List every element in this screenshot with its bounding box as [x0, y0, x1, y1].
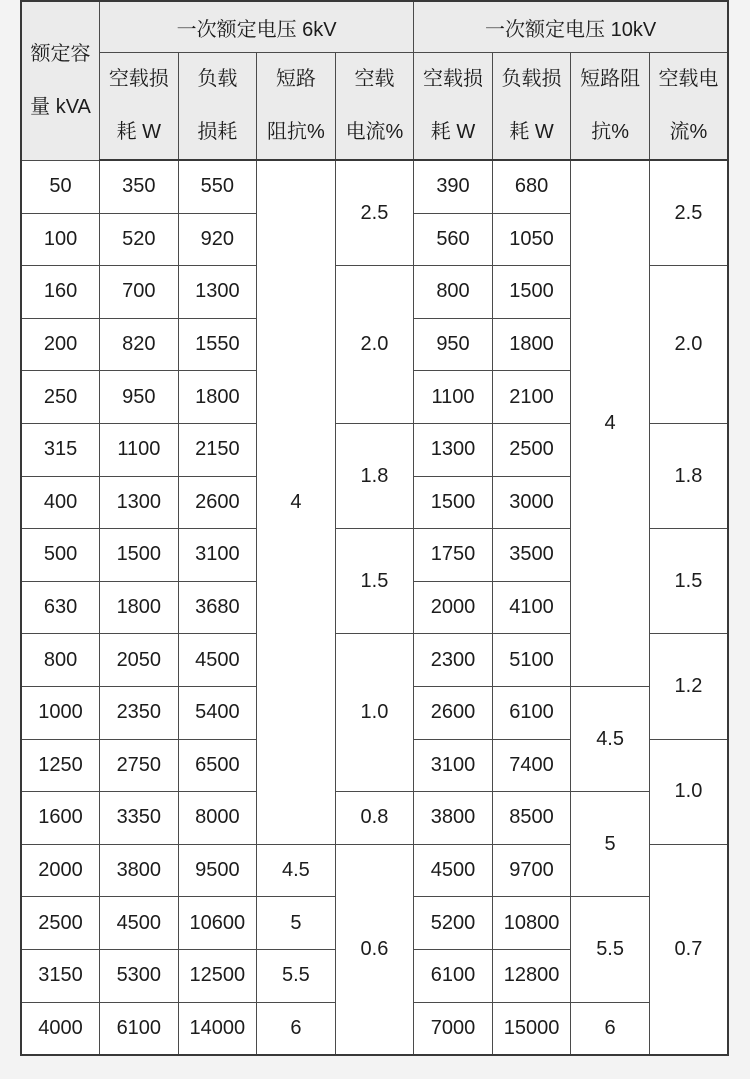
cell-kv6-noload-current: 2.5	[335, 160, 414, 266]
cell-capacity: 2000	[21, 844, 100, 897]
cell-kv6-noload-loss: 2350	[100, 686, 179, 739]
cell-kv6-load-loss: 2150	[178, 423, 257, 476]
header-line: 负载损	[501, 68, 562, 90]
header-kv10-noload-current	[649, 53, 728, 161]
cell-kv6-load-loss: 550	[178, 160, 257, 213]
cell-kv10-load-loss: 1050	[492, 213, 571, 266]
cell-kv10-load-loss: 8500	[492, 792, 571, 845]
table-row	[21, 792, 728, 845]
header-line: 空载损	[423, 68, 483, 90]
cell-kv10-noload-loss: 2000	[414, 581, 493, 634]
cell-capacity: 500	[21, 529, 100, 582]
header-line: 空载损	[108, 68, 169, 90]
cell-kv6-impedance: 4	[257, 160, 336, 844]
cell-kv6-noload-loss: 820	[100, 318, 179, 371]
cell-capacity: 3150	[21, 949, 100, 1002]
cell-capacity: 2500	[21, 897, 100, 950]
cell-kv10-load-loss: 3000	[492, 476, 571, 529]
table-row	[21, 160, 728, 213]
header-line: 耗 W	[116, 121, 162, 143]
cell-kv10-load-loss: 15000	[492, 1002, 571, 1055]
header-line: 空载电	[658, 68, 719, 90]
cell-kv6-load-loss: 3100	[178, 529, 257, 582]
header-line: 负载	[197, 68, 238, 90]
cell-kv6-noload-loss: 5300	[100, 949, 179, 1002]
cell-kv6-load-loss: 3680	[178, 581, 257, 634]
cell-kv6-noload-current: 0.8	[335, 792, 414, 845]
header-line: 短路阻	[580, 68, 641, 90]
cell-capacity: 315	[21, 423, 100, 476]
header-kv10-load-loss	[492, 53, 571, 161]
cell-kv10-noload-loss: 3100	[414, 739, 493, 792]
cell-capacity: 100	[21, 213, 100, 266]
cell-capacity: 250	[21, 371, 100, 424]
cell-kv10-load-loss: 2100	[492, 371, 571, 424]
cell-kv10-load-loss: 7400	[492, 739, 571, 792]
header-kv6-noload-current	[335, 53, 414, 161]
cell-kv10-impedance: 4	[571, 160, 650, 686]
cell-capacity: 160	[21, 266, 100, 319]
cell-kv6-impedance: 4.5	[257, 844, 336, 897]
cell-kv10-noload-loss: 560	[414, 213, 493, 266]
cell-kv6-load-loss: 14000	[178, 1002, 257, 1055]
cell-capacity: 50	[21, 160, 100, 213]
cell-capacity: 630	[21, 581, 100, 634]
cell-kv10-noload-loss: 1300	[414, 423, 493, 476]
cell-kv10-noload-loss: 6100	[414, 949, 493, 1002]
header-line: 空载	[354, 68, 395, 90]
cell-kv6-noload-loss: 350	[100, 160, 179, 213]
cell-kv6-load-loss: 6500	[178, 739, 257, 792]
cell-kv10-noload-loss: 1500	[414, 476, 493, 529]
transformer-spec-table	[20, 0, 729, 1056]
cell-kv6-load-loss: 1300	[178, 266, 257, 319]
cell-kv10-load-loss: 5100	[492, 634, 571, 687]
header-capacity-line1: 额定容	[30, 42, 91, 65]
cell-kv6-noload-current: 1.0	[335, 634, 414, 792]
cell-kv6-noload-loss: 2750	[100, 739, 179, 792]
cell-kv6-load-loss: 1550	[178, 318, 257, 371]
cell-kv10-noload-current: 1.5	[649, 529, 728, 634]
cell-kv6-noload-loss: 1300	[100, 476, 179, 529]
cell-kv6-load-loss: 920	[178, 213, 257, 266]
cell-kv6-noload-loss: 1800	[100, 581, 179, 634]
cell-kv10-noload-current: 1.2	[649, 634, 728, 739]
cell-capacity: 1600	[21, 792, 100, 845]
header-group-row	[21, 1, 728, 53]
cell-kv10-noload-loss: 1750	[414, 529, 493, 582]
cell-kv6-noload-loss: 6100	[100, 1002, 179, 1055]
cell-kv6-noload-loss: 3350	[100, 792, 179, 845]
cell-kv6-impedance: 6	[257, 1002, 336, 1055]
cell-kv10-noload-loss: 2300	[414, 634, 493, 687]
cell-kv6-impedance: 5.5	[257, 949, 336, 1002]
cell-kv10-noload-current: 0.7	[649, 844, 728, 1055]
cell-kv10-load-loss: 6100	[492, 686, 571, 739]
cell-kv6-noload-loss: 1100	[100, 423, 179, 476]
cell-kv10-load-loss: 10800	[492, 897, 571, 950]
header-kv10-noload-loss	[414, 53, 493, 161]
cell-kv10-noload-loss: 3800	[414, 792, 493, 845]
header-line: 抗%	[591, 121, 629, 143]
cell-kv10-impedance: 4.5	[571, 686, 650, 791]
header-kv10-impedance	[571, 53, 650, 161]
cell-capacity: 200	[21, 318, 100, 371]
cell-kv10-noload-loss: 800	[414, 266, 493, 319]
header-line: 耗 W	[509, 121, 554, 143]
cell-kv10-impedance: 5	[571, 792, 650, 897]
cell-kv6-load-loss: 1800	[178, 371, 257, 424]
cell-kv6-load-loss: 10600	[178, 897, 257, 950]
cell-kv10-noload-current: 2.0	[649, 266, 728, 424]
header-group-10kv: 一次额定电压 10kV	[414, 1, 728, 53]
cell-kv6-noload-loss: 700	[100, 266, 179, 319]
cell-kv10-load-loss: 1500	[492, 266, 571, 319]
cell-kv10-load-loss: 9700	[492, 844, 571, 897]
cell-kv6-noload-current: 1.8	[335, 423, 414, 528]
header-line: 耗 W	[430, 121, 476, 143]
cell-kv10-noload-loss: 1100	[414, 371, 493, 424]
cell-kv6-noload-current: 2.0	[335, 266, 414, 424]
cell-kv10-load-loss: 680	[492, 160, 571, 213]
cell-kv6-noload-loss: 3800	[100, 844, 179, 897]
cell-capacity: 400	[21, 476, 100, 529]
cell-kv6-load-loss: 4500	[178, 634, 257, 687]
cell-kv6-load-loss: 9500	[178, 844, 257, 897]
cell-kv6-noload-loss: 1500	[100, 529, 179, 582]
cell-kv10-noload-loss: 950	[414, 318, 493, 371]
cell-kv10-noload-loss: 7000	[414, 1002, 493, 1055]
cell-capacity: 4000	[21, 1002, 100, 1055]
cell-kv6-load-loss: 5400	[178, 686, 257, 739]
header-capacity-line2: 量 kVA	[30, 95, 91, 118]
header-kv6-load-loss	[178, 53, 257, 161]
cell-kv6-noload-loss: 4500	[100, 897, 179, 950]
cell-kv6-noload-loss: 2050	[100, 634, 179, 687]
cell-kv10-noload-current: 1.0	[649, 739, 728, 844]
cell-kv6-load-loss: 12500	[178, 949, 257, 1002]
cell-kv6-noload-current: 1.5	[335, 529, 414, 634]
cell-capacity: 800	[21, 634, 100, 687]
cell-kv10-impedance: 5.5	[571, 897, 650, 1002]
cell-capacity: 1250	[21, 739, 100, 792]
header-sub-row	[21, 53, 728, 161]
cell-kv10-load-loss: 1800	[492, 318, 571, 371]
cell-kv10-noload-loss: 390	[414, 160, 493, 213]
header-line: 短路	[275, 68, 316, 90]
cell-kv10-noload-current: 1.8	[649, 423, 728, 528]
header-kv6-impedance	[257, 53, 336, 161]
cell-kv6-load-loss: 2600	[178, 476, 257, 529]
header-line: 流%	[669, 121, 708, 143]
header-capacity	[21, 1, 100, 160]
cell-kv10-load-loss: 12800	[492, 949, 571, 1002]
cell-kv10-impedance: 6	[571, 1002, 650, 1055]
header-line: 电流%	[345, 121, 404, 143]
cell-kv10-noload-current: 2.5	[649, 160, 728, 266]
cell-kv6-impedance: 5	[257, 897, 336, 950]
cell-kv6-load-loss: 8000	[178, 792, 257, 845]
cell-kv10-load-loss: 2500	[492, 423, 571, 476]
header-group-6kv: 一次额定电压 6kV	[100, 1, 414, 53]
header-kv6-noload-loss	[100, 53, 179, 161]
header-line: 阻抗%	[267, 121, 325, 143]
cell-kv6-noload-loss: 520	[100, 213, 179, 266]
cell-kv10-noload-loss: 5200	[414, 897, 493, 950]
cell-kv10-load-loss: 4100	[492, 581, 571, 634]
header-line: 损耗	[197, 121, 238, 143]
cell-kv6-noload-loss: 950	[100, 371, 179, 424]
cell-capacity: 1000	[21, 686, 100, 739]
cell-kv6-noload-current: 0.6	[335, 844, 414, 1055]
cell-kv10-noload-loss: 4500	[414, 844, 493, 897]
cell-kv10-noload-loss: 2600	[414, 686, 493, 739]
cell-kv10-load-loss: 3500	[492, 529, 571, 582]
